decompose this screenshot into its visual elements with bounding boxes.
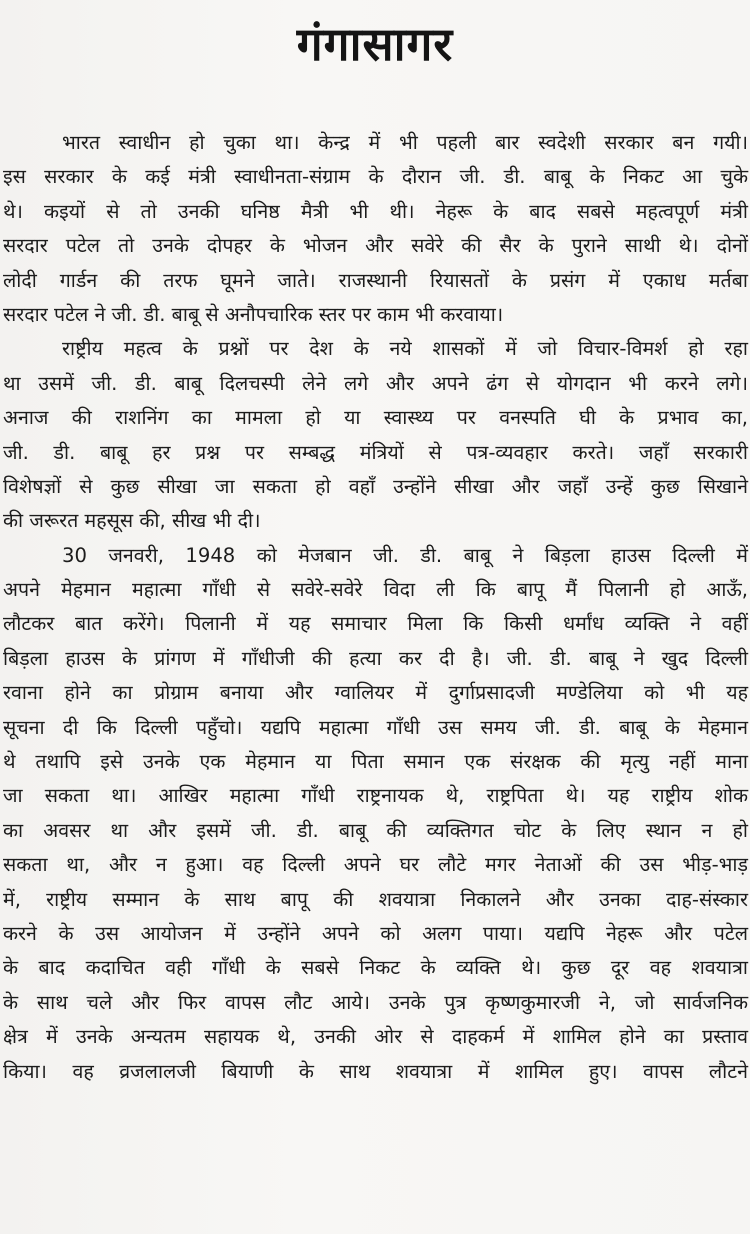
text-line: सरदार पटेल ने जी. डी. बाबू से अनौपचारिक स्तर पर काम भी करवाया। [3,302,504,326]
text-line: भारत स्वाधीन हो चुका था। केन्द्र में भी पहली बार स्वदेशी सरकार बन गयी। [62,131,748,154]
text-line: में, राष्ट्रीय सम्मान के साथ बापू की शवयात्रा निकालने और उनका दाह-संस्कार [3,887,748,911]
body-text [0,126,750,1089]
text-line: का अवसर था और इसमें जी. डी. बाबू की व्यक्तिगत चोट के लिए स्थान न हो [3,818,748,842]
text-line: अनाज की राशनिंग का मामला हो या स्वास्थ्य पर वनस्पति घी के प्रभाव का, [3,406,748,430]
text-line: अपने मेहमान महात्मा गाँधी से सवेरे-सवेरे विदा ली कि बापू मैं पिलानी हो आऊँ, [3,578,748,602]
text-line: लौटकर बात करेंगे। पिलानी में यह समाचार मिला कि किसी धर्मांध व्यक्ति ने वहीं [3,612,748,636]
text-line: सकता था, और न हुआ। वह दिल्ली अपने घर लौटे मगर नेताओं की उस भीड़-भाड़ [3,853,748,877]
text-line: के साथ चले और फिर वापस लौट आये। उनके पुत्र कृष्णकुमारजी ने, जो सार्वजनिक [3,990,748,1014]
text-line: सूचना दी कि दिल्ली पहुँचो। यद्यपि महात्मा गाँधी उस समय जी. डी. बाबू के मेहमान [3,715,748,739]
text-line: किया। वह व्रजलालजी बियाणी के साथ शवयात्रा में शामिल हुए। वापस लौटने [3,1059,748,1083]
text-line: बिड़ला हाउस के प्रांगण में गाँधीजी की हत्या कर दी है। जी. डी. बाबू ने खुद दिल्ली [3,646,748,670]
text-line: रवाना होने का प्रोग्राम बनाया और ग्वालियर में दुर्गाप्रसादजी मण्डेलिया को भी यह [3,681,748,705]
text-line: के बाद कदाचित वही गाँधी के सबसे निकट के व्यक्ति थे। कुछ दूर वह शवयात्रा [3,956,748,980]
text-line: था उसमें जी. डी. बाबू दिलचस्पी लेने लगे और अपने ढंग से योगदान भी करने लगे। [3,371,748,395]
page-title: गंगासागर [296,17,454,71]
text-line: क्षेत्र में उनके अन्यतम सहायक थे, उनकी ओर से दाहकर्म में शामिल होने का प्रस्ताव [3,1025,748,1049]
text-line: थे। कइयों से तो उनकी घनिष्ठ मैत्री भी थी। नेहरू के बाद सबसे महत्वपूर्ण मंत्री [3,199,748,223]
text-line: राष्ट्रीय महत्व के प्रश्नों पर देश के नये शासकों में जो विचार-विमर्श हो रहा [62,337,748,361]
text-line: लोदी गार्डन की तरफ घूमने जाते। राजस्थानी रियासतों के प्रसंग में एकाध मर्तबा [3,268,748,292]
text-line: की जरूरत महसूस की, सीख भी दी। [3,509,261,533]
text-line: इस सरकार के कई मंत्री स्वाधीनता-संग्राम के दौरान जी. डी. बाबू के निकट आ चुके [3,165,748,189]
text-line: जा सकता था। आखिर महात्मा गाँधी राष्ट्रनायक थे, राष्ट्रपिता थे। यह राष्ट्रीय शोक [3,784,748,808]
text-line: करने के उस आयोजन में उन्होंने अपने को अलग पाया। यद्यपि नेहरू और पटेल [3,921,748,945]
text-line: विशेषज्ञों से कुछ सीखा जा सकता हो वहाँ उन्होंने सीखा और जहाँ उन्हें कुछ सिखाने [3,474,748,498]
text-line: सरदार पटेल तो उनके दोपहर के भोजन और सवेरे की सैर के पुराने साथी थे। दोनों [3,234,748,258]
text-line: जी. डी. बाबू हर प्रश्न पर सम्बद्ध मंत्रियों से पत्र-व्यवहार करते। जहाँ सरकारी [3,440,748,464]
text-line: 30 जनवरी, 1948 को मेजबान जी. डी. बाबू ने बिड़ला हाउस दिल्ली में [62,543,748,567]
text-line: थे तथापि इसे उनके एक मेहमान या पिता समान एक संरक्षक की मृत्यु नहीं माना [3,750,748,774]
